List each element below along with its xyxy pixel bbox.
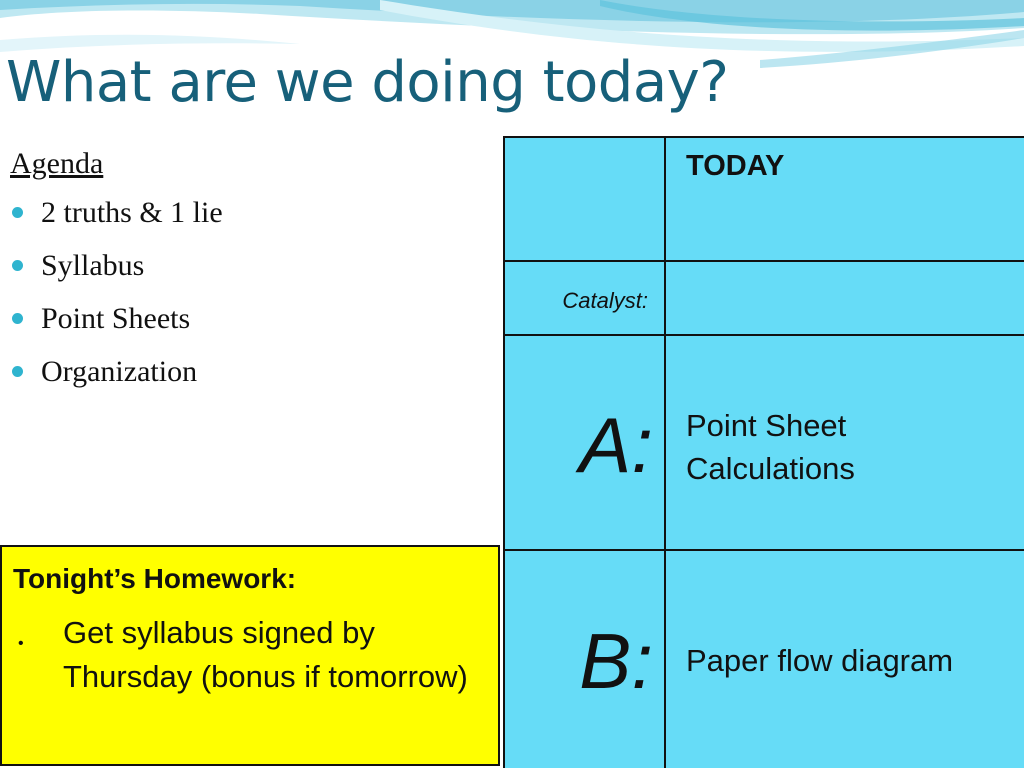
- agenda-list: [10, 195, 490, 390]
- bullet-icon: [12, 260, 23, 271]
- agenda-item: [10, 354, 490, 390]
- agenda-item-label: Point Sheets: [41, 302, 191, 335]
- row-a-label: A:: [579, 401, 653, 489]
- table-column-divider: [664, 136, 666, 768]
- bullet-icon: [12, 366, 23, 377]
- row-b-label: B:: [579, 617, 653, 705]
- table-row-divider: [503, 334, 1024, 336]
- table-row-divider: [503, 549, 1024, 551]
- agenda-item-label: Syllabus: [41, 249, 145, 282]
- bullet-icon: •: [18, 635, 24, 652]
- agenda-item-label: 2 truths & 1 lie: [41, 196, 223, 229]
- agenda-item-label: Organization: [41, 355, 198, 388]
- agenda-item: [10, 248, 490, 284]
- table-header-today: TODAY: [686, 150, 785, 182]
- row-b-value: Paper flow diagram: [686, 643, 954, 678]
- homework-item: Get syllabus signed by Thursday (bonus if tomorrow): [63, 615, 468, 694]
- homework-box: [0, 545, 500, 766]
- page-title: What are we doing today?: [6, 50, 729, 115]
- agenda-heading: Agenda: [10, 147, 104, 180]
- table-row-divider: [503, 260, 1024, 262]
- agenda-item: [10, 195, 490, 231]
- bullet-icon: [12, 313, 23, 324]
- bullet-icon: [12, 207, 23, 218]
- agenda-section: [10, 146, 490, 407]
- homework-title: Tonight’s Homework:: [13, 563, 297, 594]
- row-a-value: Point Sheet Calculations: [686, 408, 855, 486]
- catalyst-label: Catalyst:: [562, 288, 648, 313]
- agenda-item: [10, 301, 490, 337]
